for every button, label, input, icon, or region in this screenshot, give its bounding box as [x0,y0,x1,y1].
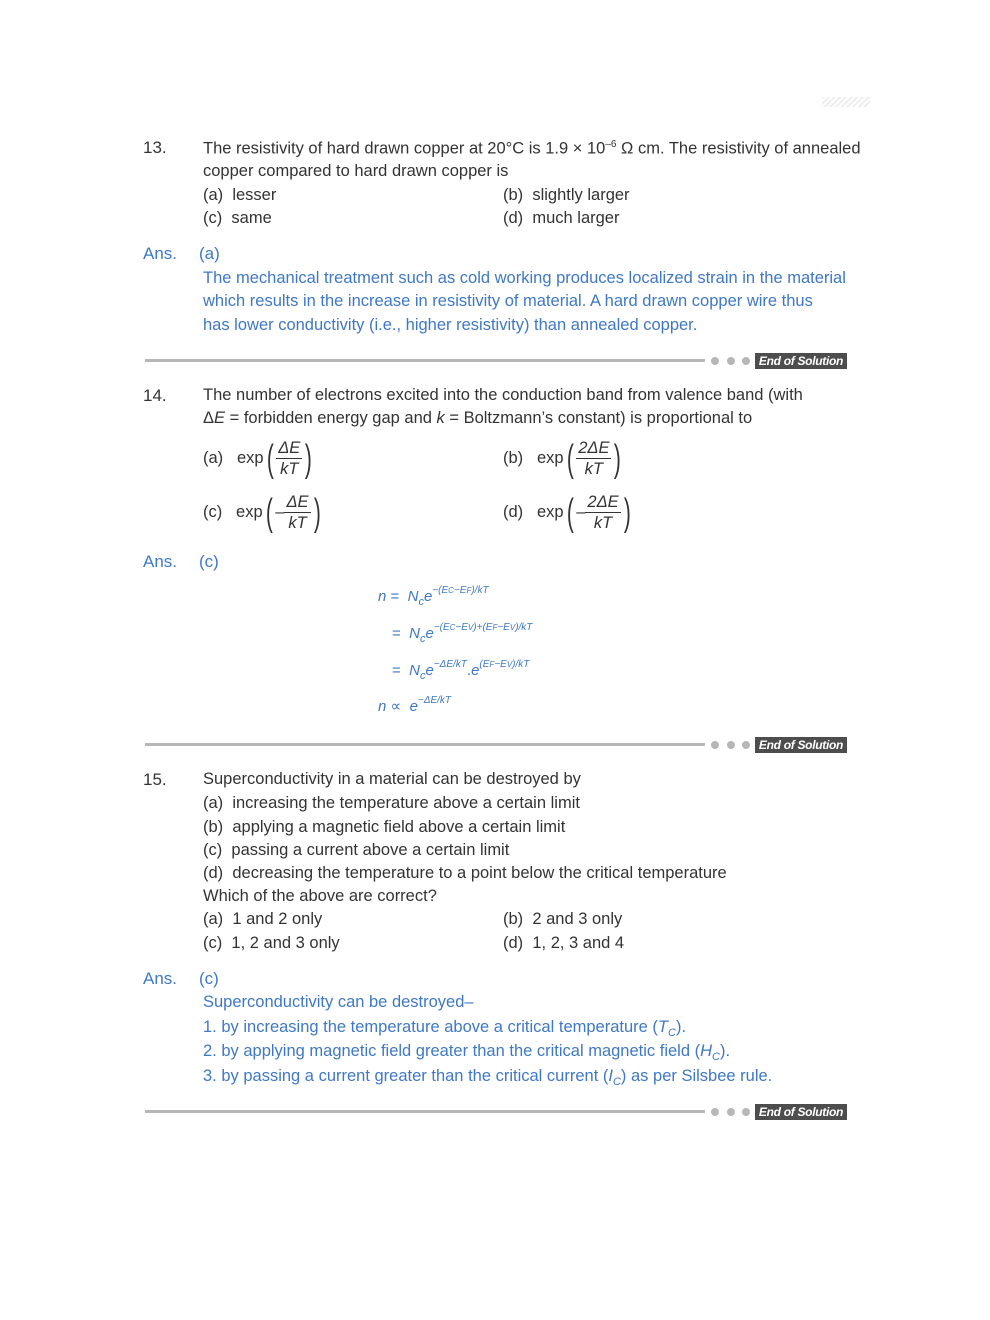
divider-dot [742,1108,750,1116]
fraction: $\frac{\Delta E}{kT}$ [278,439,301,478]
option-a: (a) 1 and 2 only [203,910,323,928]
question-number: 15. [143,770,167,789]
explanation-line: has lower conductivity (i.e., higher resistivity) than annealed copper. [203,316,698,334]
divider-dot [727,741,735,749]
option-d: (d) exp ( – $\frac{2\Delta E}{kT}$ ) [503,491,631,534]
option-b: (b) 2 and 3 only [503,910,623,928]
explanation-point: 3. by passing a current greater than the critical current $(I_C)$ as per Silsbee rule. [203,1067,773,1088]
answer-label: Ans. [143,552,178,571]
fraction: $\frac{2\Delta E}{kT}$ [587,493,619,532]
divider-dot [711,357,719,365]
fraction: $\frac{2\Delta E}{kT}$ [578,439,610,478]
option-b: (b) exp ( $\frac{2\Delta E}{kT}$ ) [503,437,622,480]
end-of-solution-badge: End of Solution [755,1104,847,1120]
explanation-line: which results in the increase in resistivity of material. A hard drawn copper wire thus [203,292,813,310]
question-text-line: The number of electrons excited into the conduction band from valence band (with [203,386,803,404]
statement-d: (d) decreasing the temperature to a point below the critical temperature [203,864,727,882]
equation-line: = $N_ce^{-(EC-EV)+(EF-EV)/kT}$ [392,622,533,645]
question-text-line: Superconductivity in a material can be destroyed by [203,770,581,788]
answer-label: Ans. [143,244,178,263]
question-number: 13. [143,138,167,157]
answer-value: (c) [199,552,219,571]
end-of-solution-badge: End of Solution [755,353,847,369]
question-text-line: The resistivity of hard drawn copper at 20°C is $1.9 \times 10^{-6}$ Ω cm. The resistivity of annealed [203,139,861,158]
option-c: (c) 1, 2 and 3 only [203,934,340,952]
explanation-line: The mechanical treatment such as cold working produces localized strain in the material [203,269,846,287]
equation-line: = $N_ce^{-\Delta E/kT}.e^{(EF-EV)/kT}$ [392,659,530,682]
question-number: 14. [143,386,167,405]
explanation-line: Superconductivity can be destroyed– [203,993,474,1011]
option-c: (c) same [203,209,272,227]
statement-a: (a) increasing the temperature above a certain limit [203,794,580,812]
explanation-point: 2. by applying magnetic field greater than the critical magnetic field $(H_C)$. [203,1042,731,1063]
answer-label: Ans. [143,969,178,988]
divider-dot [727,357,735,365]
divider-dot [711,1108,719,1116]
divider-dot [727,1108,735,1116]
divider-dot [742,741,750,749]
answer-value: (c) [199,969,219,988]
question-text-line: copper compared to hard drawn copper is [203,162,509,180]
divider-dot [742,357,750,365]
option-d: (d) much larger [503,209,620,227]
option-a: (a) exp ( $\frac{\Delta E}{kT}$ ) [203,437,313,480]
statement-b: (b) applying a magnetic field above a certain limit [203,818,566,836]
answer-value: (a) [199,244,220,263]
option-a: (a) lesser [203,186,277,204]
option-c: (c) exp ( – $\frac{\Delta E}{kT}$ ) [203,491,321,534]
option-b: (b) slightly larger [503,186,630,204]
fraction: $\frac{\Delta E}{kT}$ [286,493,309,532]
end-of-solution-badge: End of Solution [755,737,847,753]
corner-decoration [822,97,870,107]
divider-dot [711,741,719,749]
divider [145,743,705,746]
equation-line: $n = N_ce^{-(EC-EF)/kT}$ [378,585,489,608]
question-text-line: Which of the above are correct? [203,887,437,905]
statement-c: (c) passing a current above a certain limit [203,841,510,859]
question-text-line: ΔE = forbidden energy gap and k = Boltzmann’s constant) is proportional to [203,409,753,427]
equation-line: $n \propto e^{-\Delta E/kT}$ [378,695,452,715]
divider [145,359,705,362]
option-d: (d) 1, 2, 3 and 4 [503,934,625,952]
divider [145,1110,705,1113]
explanation-point: 1. by increasing the temperature above a critical temperature $(T_C)$. [203,1018,687,1039]
